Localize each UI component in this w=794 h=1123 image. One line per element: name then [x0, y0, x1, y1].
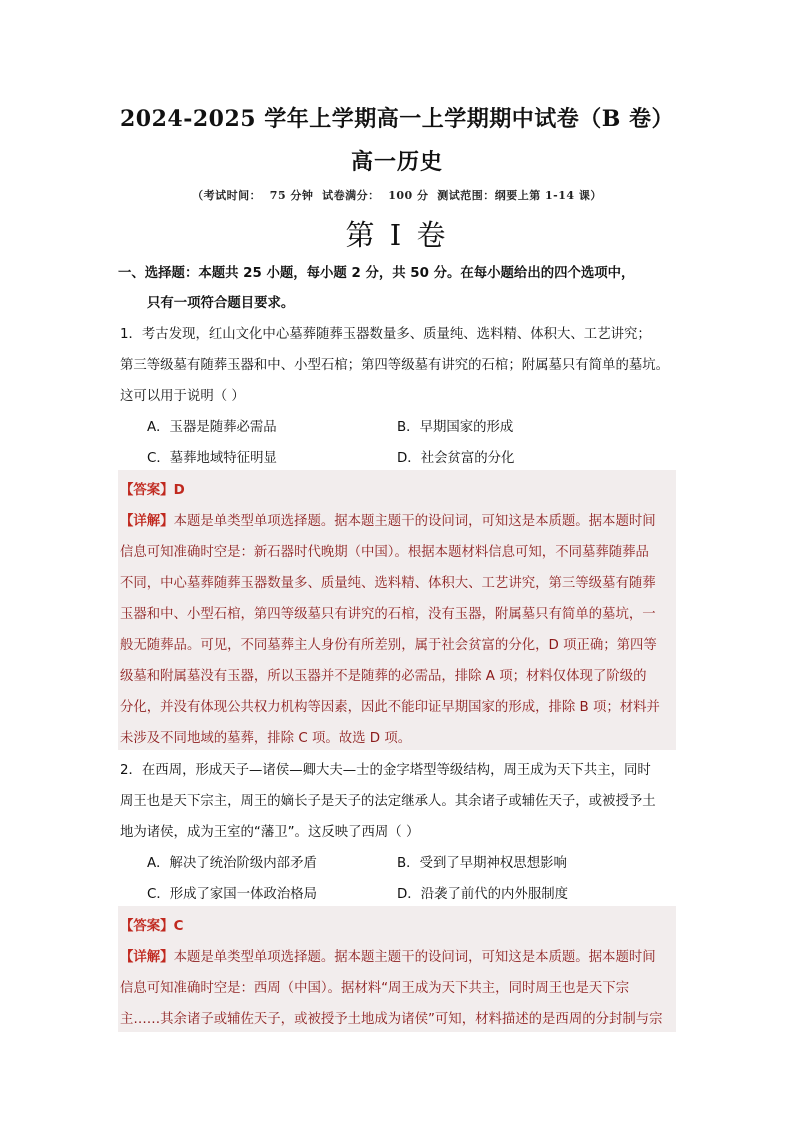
detail-tag: 【详解】 [120, 514, 174, 529]
q1-detail-line: 般无随葬品。可见，不同墓葬主人身份有所差别，属于社会贫富的分化，D 项正确；第四等 [120, 638, 657, 653]
detail-tag: 【详解】 [120, 950, 174, 965]
q1-answer [120, 479, 185, 498]
section-instruction-cont: 只有一项符合题目要求。 [147, 296, 295, 311]
q2-detail-line: 信息可知准确时空是：西周（中国）。据材料“周王成为天下共主，同时周王也是天下宗 [120, 981, 630, 996]
q1-detail-line: 级墓和附属墓没有玉器，所以玉器并不是随葬的必需品，排除 A 项；材料仅体现了阶级的 [120, 669, 647, 684]
q1-option-b: B．早期国家的形成 [397, 420, 514, 435]
q1-detail-line: 玉器和中、小型石棺，第四等级墓只有讲究的石棺，没有玉器，附属墓只有简单的墓坑，一 [120, 607, 656, 622]
q1-option-c: C．墓葬地域特征明显 [147, 451, 277, 466]
q1-detail-line: 未涉及不同地域的墓葬，排除 C 项。故选 D 项。 [120, 731, 412, 746]
q2-stem-line: 2．在西周，形成天子—诸侯—卿大夫—士的金字塔型等级结构，周王成为天下共主，同时 [120, 763, 651, 778]
q1-option-d: D．社会贫富的分化 [397, 451, 515, 466]
detail-text: 本题是单类型单项选择题。据本题主题干的设问词，可知这是本质题。据本题时间 [173, 950, 656, 965]
q1-stem-line: 这可以用于说明（ ） [120, 389, 245, 404]
answer-tag: 【答案】 [120, 919, 174, 934]
q2-option-c: C．形成了家国一体政治格局 [147, 887, 318, 902]
section-instruction: 一、选择题：本题共 25 小题，每小题 2 分，共 50 分。在每小题给出的四个选项中， [118, 266, 635, 281]
exam-title: 2024-2025 学年上学期高一上学期期中试卷（B 卷） [119, 106, 674, 132]
q1-stem-line: 第三等级墓有随葬玉器和中、小型石棺；第四等级墓有讲究的石棺；附属墓只有简单的墓坑。 [120, 358, 670, 373]
q1-stem-line: 1．考古发现，红山文化中心墓葬随葬玉器数量多、质量纯、选料精、体积大、工艺讲究； [120, 327, 651, 342]
q2-answer [120, 915, 183, 934]
answer-value: C [173, 919, 184, 934]
q2-option-a: A．解决了统治阶级内部矛盾 [147, 856, 317, 871]
q1-option-a: A．玉器是随葬必需品 [147, 420, 277, 435]
q1-detail-line: 分化，并没有体现公共权力机构等因素，因此不能印证早期国家的形成，排除 B 项；材料并 [120, 700, 660, 715]
q2-detail-line: 主……其余诸子或辅佐天子，或被授予土地成为诸侯”可知，材料描述的是西周的分封制与宗 [120, 1012, 663, 1027]
q2-option-d: D．沿袭了前代的内外服制度 [397, 887, 568, 902]
q2-stem-line: 周王也是天下宗主，周王的嫡长子是天子的法定继承人。其余诸子或辅佐天子，或被授予土 [120, 794, 656, 809]
q1-detail-line: 信息可知准确时空是：新石器时代晚期（中国）。根据本题材料信息可知，不同墓葬随葬品 [120, 545, 649, 560]
q2-detail-line [120, 946, 656, 965]
answer-value: D [173, 483, 185, 498]
volume-heading: 第 I 卷 [345, 218, 449, 252]
subject-title: 高一历史 [350, 149, 443, 175]
q2-option-b: B．受到了早期神权思想影响 [397, 856, 567, 871]
exam-info: （考试时间： 75 分钟 试卷满分： 100 分 测试范围：纲要上第 1-14 课） [192, 189, 602, 202]
q2-stem-line: 地为诸侯，成为王室的“藩卫”。这反映了西周（ ） [120, 825, 420, 840]
q1-detail-line: 不同，中心墓葬随葬玉器数量多、质量纯、选料精、体积大、工艺讲究，第三等级墓有随葬 [120, 576, 656, 591]
detail-text: 本题是单类型单项选择题。据本题主题干的设问词，可知这是本质题。据本题时间 [173, 514, 656, 529]
answer-tag: 【答案】 [120, 483, 174, 498]
q1-detail-line [120, 510, 656, 529]
